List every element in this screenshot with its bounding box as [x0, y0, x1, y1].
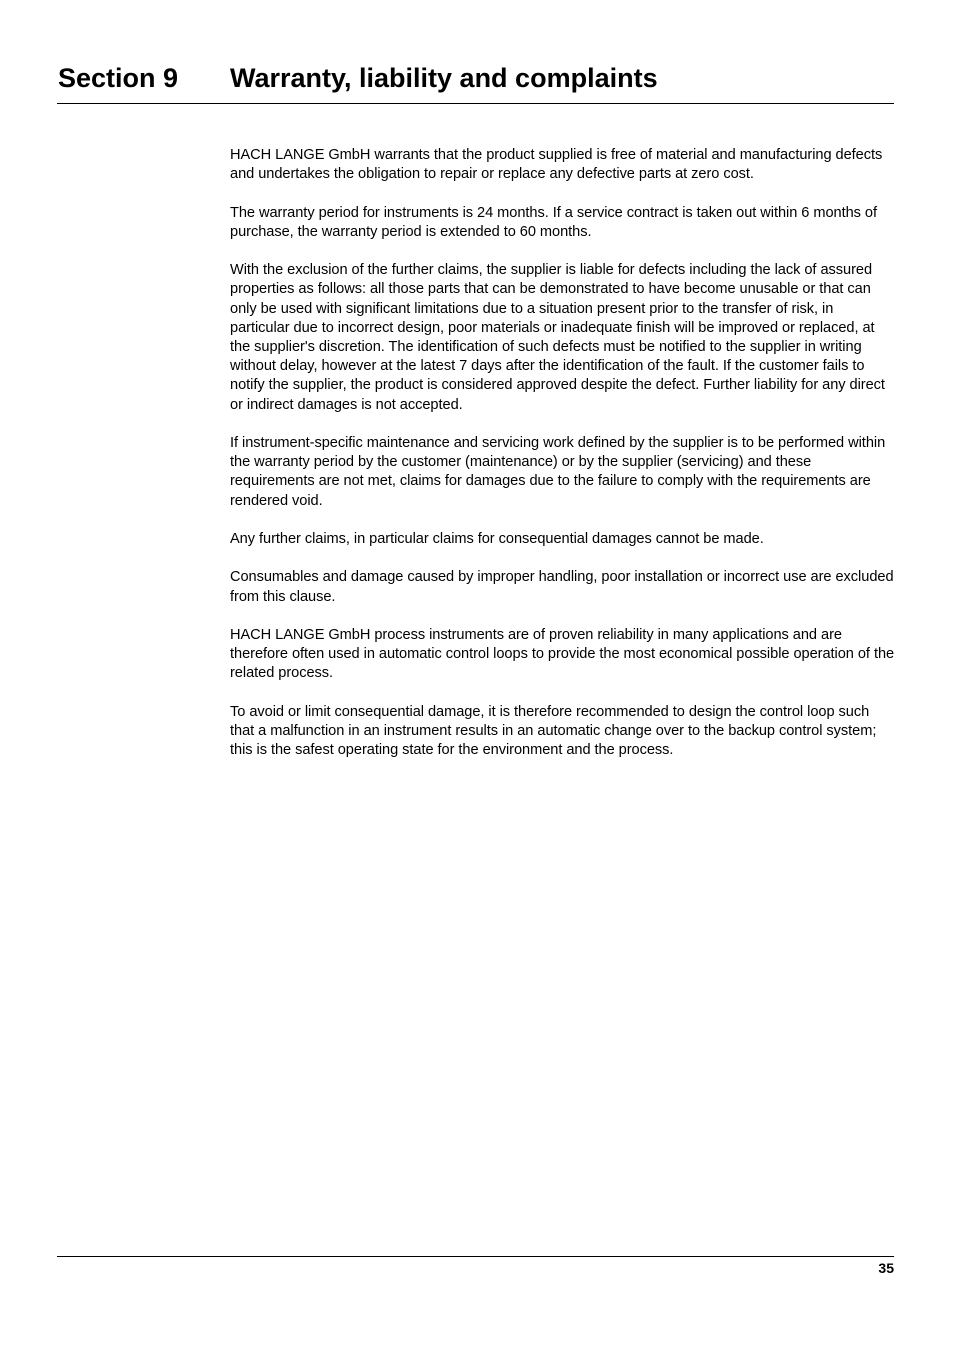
- paragraph-further-claims: Any further claims, in particular claims for consequential damages cannot be made.: [230, 531, 764, 547]
- paragraph-process-instruments: HACH LANGE GmbH process instruments are of proven reliability in many applications and are therefore often used in automatic control loops to provide the most economical possible operation of the related process.: [230, 626, 895, 682]
- footer-rule: [57, 1256, 894, 1257]
- paragraph-warranty-statement: HACH LANGE GmbH warrants that the product supplied is free of material and manufacturing defects and undertakes the obligation to repair or replace any defective parts at zero cost.: [230, 147, 883, 183]
- warranty-body: [230, 146, 896, 780]
- page-number: 35: [878, 1260, 894, 1276]
- paragraph-maintenance-requirements: If instrument-specific maintenance and servicing work defined by the supplier is to be performed within the warranty period by the customer (maintenance) or by the supplier (servicing) and these requirements are not met, claims for damages due to the failure to comply with the requirements are rendered void.: [230, 435, 886, 509]
- paragraph-warranty-period: The warranty period for instruments is 24 months. If a service contract is taken out within 6 months of purchase, the warranty period is extended to 60 months.: [230, 204, 877, 240]
- paragraph-consumables-exclusion: Consumables and damage caused by improper handling, poor installation or incorrect use are excluded from this clause.: [230, 569, 894, 605]
- section-number: Section 9: [58, 63, 179, 93]
- section-title: Warranty, liability and complaints: [230, 63, 658, 93]
- section-header: [57, 60, 894, 104]
- paragraph-consequential-damage: To avoid or limit consequential damage, it is therefore recommended to design the control loop such that a malfunction in an instrument results in an automatic change over to the backup control system; this is the safest operating state for the environment and the process.: [230, 703, 877, 759]
- paragraph-liability-for-defects: With the exclusion of the further claims, the supplier is liable for defects including the lack of assured properties as follows: all those parts that can be demonstrated to have become unusable or that can only be used with significant limitations due to a situation present prior to the transfer of risk, in particular due to incorrect design, poor materials or inadequate finish will be improved or replaced, at the supplier's discretion. The identification of such defects must be notified to the supplier in writing without delay, however at the latest 7 days after the identification of the fault. If the customer fails to notify the supplier, the product is considered approved despite the defect. Further liability for any direct or indirect damages is not accepted.: [230, 262, 885, 413]
